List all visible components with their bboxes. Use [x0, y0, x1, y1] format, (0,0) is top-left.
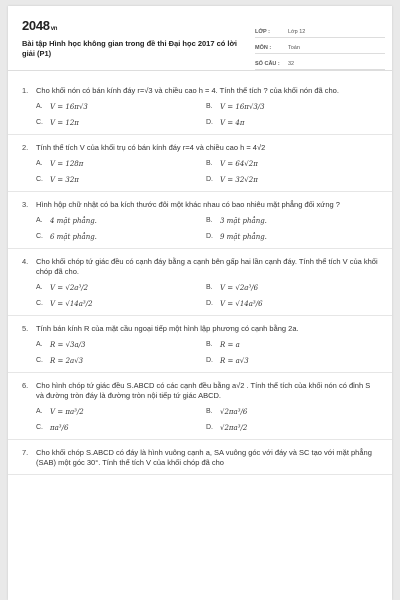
answer-text: V = 16π√3: [50, 103, 88, 111]
answer-text: V = √14a³/2: [50, 300, 93, 308]
answer-key: A.: [36, 217, 43, 224]
answer-text: V = πa³/2: [50, 408, 84, 416]
question-text: Tính bán kính R của mặt cầu ngoại tiếp một hình lập phương có cạnh bằng 2a.: [36, 324, 299, 333]
question-text: Cho khối nón có bán kính đáy r=√3 và chiều cao h = 4. Tính thể tích ? của khối nón đã cho.: [36, 86, 339, 95]
answer-key: C.: [36, 357, 43, 364]
question-text-row: [22, 200, 378, 210]
answer-key: B.: [206, 284, 213, 291]
question-text-row: [22, 257, 378, 277]
answer-option[interactable]: [206, 232, 376, 242]
answer-option[interactable]: [36, 340, 206, 350]
answer-options: [36, 102, 378, 128]
answer-key: A.: [36, 284, 43, 291]
answer-text: V = √2a³/6: [220, 284, 259, 292]
answer-key: A.: [36, 160, 43, 167]
answer-key: B.: [206, 408, 213, 415]
answer-key: D.: [206, 300, 213, 307]
answer-key: A.: [36, 103, 43, 110]
answer-option[interactable]: [36, 232, 206, 242]
question-number: 5.: [22, 324, 29, 333]
answer-key: A.: [36, 408, 43, 415]
question-text-row: [22, 448, 378, 468]
question-text-row: [22, 381, 378, 401]
answer-key: B.: [206, 341, 213, 348]
meta-row: [255, 54, 385, 70]
answer-option[interactable]: [206, 118, 376, 128]
answer-option[interactable]: [206, 159, 376, 169]
worksheet-page: [8, 6, 392, 600]
question-item: [8, 192, 392, 249]
answer-text: √2πa³/2: [220, 424, 248, 432]
meta-value: Toán: [288, 45, 300, 51]
answer-key: D.: [206, 357, 213, 364]
answer-key: C.: [36, 300, 43, 307]
answer-text: V = 32√2π: [220, 176, 258, 184]
answer-option[interactable]: [36, 423, 206, 433]
question-text-row: [22, 324, 378, 334]
answer-key: C.: [36, 424, 43, 431]
answer-options: [36, 216, 378, 242]
worksheet-meta: [255, 22, 385, 70]
question-item: [8, 135, 392, 192]
logo-suffix: vn: [50, 26, 58, 32]
answer-option[interactable]: [206, 356, 376, 366]
question-text-row: [22, 86, 378, 96]
meta-label: MÔN :: [255, 45, 272, 51]
question-number: 3.: [22, 200, 29, 209]
answer-text: R = 2a√3: [50, 357, 84, 365]
question-text: Cho khối chóp tứ giác đều có cạnh đáy bằng a cạnh bên gấp hai lần cạnh đáy. Tính thể tích V của khối chóp đã cho.: [36, 257, 378, 276]
question-text: Hình hộp chữ nhật có ba kích thước đôi một khác nhau có bao nhiêu mặt phẳng đối xứng ?: [36, 200, 340, 209]
answer-key: D.: [206, 424, 213, 431]
answer-option[interactable]: [36, 216, 206, 226]
question-item: [8, 78, 392, 135]
page-title: Bài tập Hình học không gian trong đề thi Đại học 2017 có lời giải (P1): [22, 39, 237, 58]
answer-option[interactable]: [206, 175, 376, 185]
question-item: [8, 373, 392, 440]
answer-text: R = √3a/3: [50, 341, 86, 349]
question-item: [8, 249, 392, 316]
site-logo[interactable]: [22, 18, 57, 33]
logo-text: 2048: [22, 18, 50, 33]
answer-key: D.: [206, 233, 213, 240]
answer-text: V = √14a³/6: [220, 300, 263, 308]
answer-key: B.: [206, 217, 213, 224]
question-item: [8, 316, 392, 373]
answer-key: D.: [206, 176, 213, 183]
question-text: Tính thể tích V của khối trụ có bán kính đáy r=4 và chiều cao h = 4√2: [36, 143, 266, 152]
answer-options: [36, 159, 378, 185]
meta-value: 32: [288, 61, 295, 67]
meta-row: [255, 38, 385, 54]
answer-option[interactable]: [36, 407, 206, 417]
meta-value: Lớp 12: [288, 29, 306, 35]
question-number: 7.: [22, 448, 29, 457]
answer-key: C.: [36, 119, 43, 126]
question-text: Cho khối chóp S.ABCD có đáy là hình vuông cạnh a, SA vuông góc với đáy và SC tạo với mặt phẳng (SAB) một góc 30°. Tính thể tích V của khối chóp đã cho: [36, 448, 372, 467]
answer-text: V = 32π: [50, 176, 79, 184]
answer-option[interactable]: [206, 216, 376, 226]
answer-options: [36, 340, 378, 366]
answer-text: 4 mặt phẳng.: [50, 217, 97, 225]
answer-option[interactable]: [206, 283, 376, 293]
answer-option[interactable]: [36, 283, 206, 293]
answer-text: V = 4π: [220, 119, 245, 127]
answer-option[interactable]: [36, 299, 206, 309]
answer-options: [36, 283, 378, 309]
question-number: 2.: [22, 143, 29, 152]
answer-text: 9 mặt phẳng.: [220, 233, 267, 241]
question-list: [8, 78, 392, 475]
answer-text: V = 128π: [50, 160, 84, 168]
meta-row: [255, 22, 385, 38]
answer-text: 6 mặt phẳng.: [50, 233, 97, 241]
question-number: 1.: [22, 86, 29, 95]
answer-key: C.: [36, 233, 43, 240]
meta-label: LỚP :: [255, 29, 270, 35]
answer-key: B.: [206, 160, 213, 167]
answer-key: C.: [36, 176, 43, 183]
answer-option[interactable]: [206, 102, 376, 112]
answer-option[interactable]: [206, 340, 376, 350]
meta-label: SỐ CÂU :: [255, 61, 280, 67]
answer-option[interactable]: [206, 407, 376, 417]
answer-text: R = a: [220, 341, 240, 349]
answer-option[interactable]: [36, 102, 206, 112]
question-text-row: [22, 143, 378, 153]
answer-key: A.: [36, 341, 43, 348]
answer-text: πa³/6: [50, 424, 69, 432]
answer-text: V = √2a³/2: [50, 284, 89, 292]
question-number: 6.: [22, 381, 29, 390]
answer-text: V = 12π: [50, 119, 79, 127]
question-number: 4.: [22, 257, 29, 266]
answer-text: V = 16π√3/3: [220, 103, 265, 111]
answer-option[interactable]: [36, 159, 206, 169]
answer-key: B.: [206, 103, 213, 110]
answer-option[interactable]: [36, 118, 206, 128]
answer-option[interactable]: [36, 356, 206, 366]
answer-text: R = a√3: [220, 357, 249, 365]
answer-options: [36, 407, 378, 433]
answer-option[interactable]: [206, 299, 376, 309]
question-text: Cho hình chóp tứ giác đều S.ABCD có các cạnh đều bằng a√2 . Tính thể tích của khối nón có đỉnh S và đường tròn đáy là đường tròn nội tiếp tứ giác ABCD.: [36, 381, 371, 400]
answer-text: 3 mặt phẳng.: [220, 217, 267, 225]
answer-key: D.: [206, 119, 213, 126]
answer-option[interactable]: [36, 175, 206, 185]
answer-text: √2πa³/6: [220, 408, 248, 416]
answer-text: V = 64√2π: [220, 160, 258, 168]
answer-option[interactable]: [206, 423, 376, 433]
worksheet-header: [8, 6, 392, 71]
question-item: [8, 440, 392, 475]
